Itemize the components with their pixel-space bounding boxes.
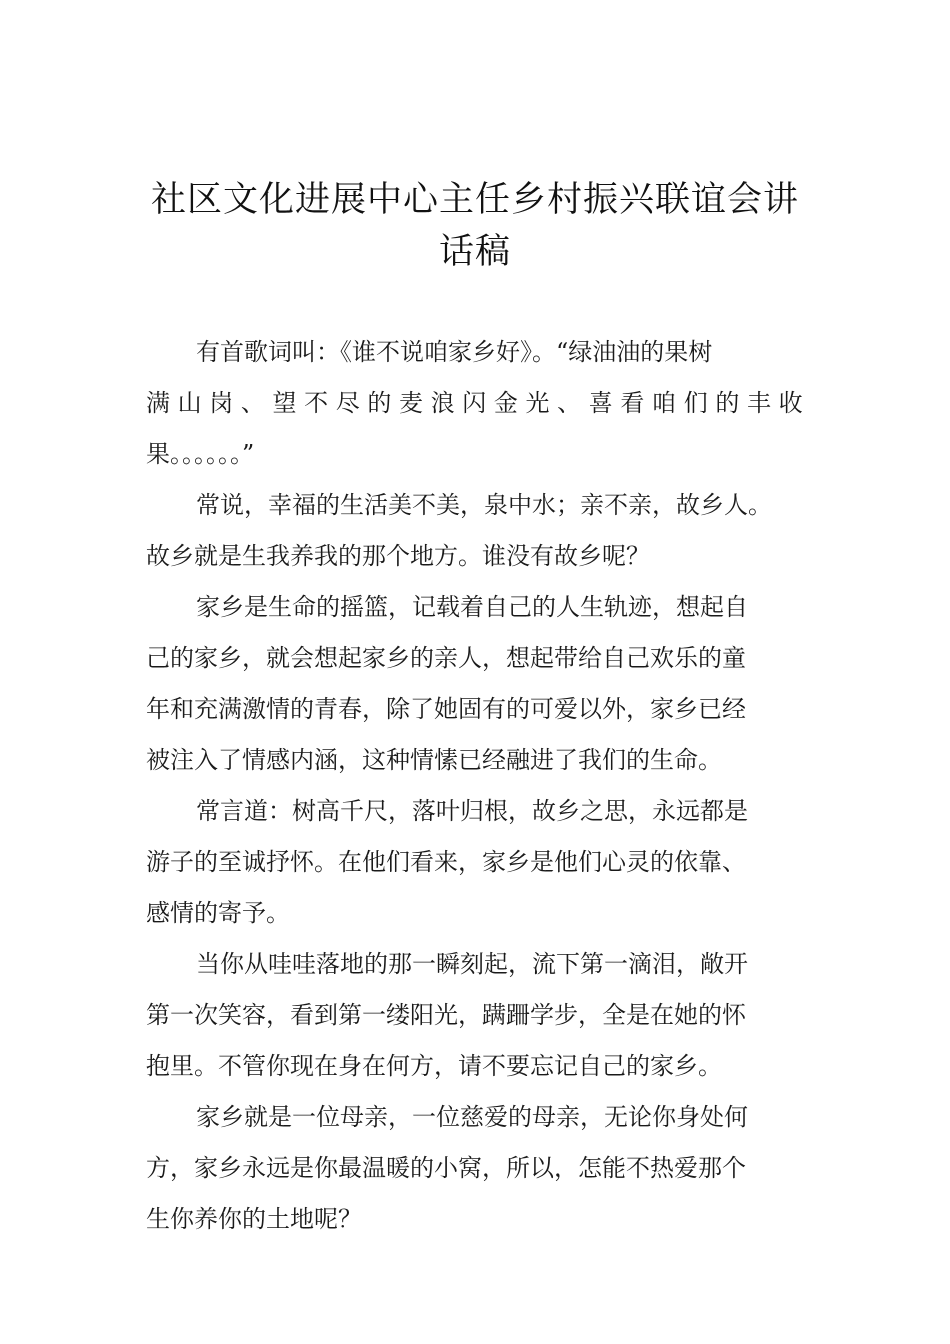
paragraph-line: 当你从哇哇落地的那一瞬刻起，流下第一滴泪，敞开: [196, 950, 748, 978]
paragraph-line: 生你养你的土地呢？: [146, 1205, 362, 1233]
title-line-1: 社区文化进展中心主任乡村振兴联谊会讲: [150, 180, 799, 220]
paragraph-line: 家乡是生命的摇篮，记载着自己的人生轨迹，想起自: [196, 593, 748, 621]
paragraph-line: 己的家乡，就会想起家乡的亲人，想起带给自己欢乐的童: [146, 644, 746, 672]
paragraph-4: [146, 786, 810, 939]
paragraph-line: 果。。。。。。”: [146, 440, 255, 468]
paragraph-line: 满 山 岗 、 望 不 尽 的 麦 浪 闪 金 光 、 喜 看 咱 们 的 丰 收: [146, 389, 803, 417]
paragraph-3: [146, 582, 810, 786]
paragraph-5: [146, 939, 810, 1092]
paragraph-line: 常言道：树高千尺，落叶归根，故乡之思，永远都是: [196, 797, 748, 825]
paragraph-line: 常说，幸福的生活美不美，泉中水；亲不亲，故乡人。: [196, 491, 772, 519]
document-body: [146, 327, 810, 1245]
paragraph-line: 有首歌词叫：《谁不说咱家乡好》。“绿油油的果树: [196, 338, 713, 366]
paragraph-line: 被注入了情感内涵，这种情愫已经融进了我们的生命。: [146, 746, 722, 774]
paragraph-line: 家乡就是一位母亲，一位慈爱的母亲，无论你身处何: [196, 1103, 748, 1131]
paragraph-line: 抱里。不管你现在身在何方，请不要忘记自己的家乡。: [146, 1052, 722, 1080]
paragraph-1: [146, 327, 810, 480]
paragraph-line: 年和充满激情的青春，除了她固有的可爱以外，家乡已经: [146, 695, 746, 723]
paragraph-line: 游子的至诚抒怀。在他们看来，家乡是他们心灵的依靠、: [146, 848, 746, 876]
paragraph-line: 感情的寄予。: [146, 899, 290, 927]
title-line-2: 话稿: [438, 232, 511, 272]
document-title: [140, 174, 810, 278]
paragraph-2: [146, 480, 810, 582]
paragraph-6: [146, 1092, 810, 1245]
paragraph-line: 方，家乡永远是你最温暖的小窝，所以，怎能不热爱那个: [146, 1154, 746, 1182]
paragraph-line: 故乡就是生我养我的那个地方。谁没有故乡呢？: [146, 542, 650, 570]
paragraph-line: 第一次笑容，看到第一缕阳光，蹒跚学步，全是在她的怀: [146, 1001, 746, 1029]
